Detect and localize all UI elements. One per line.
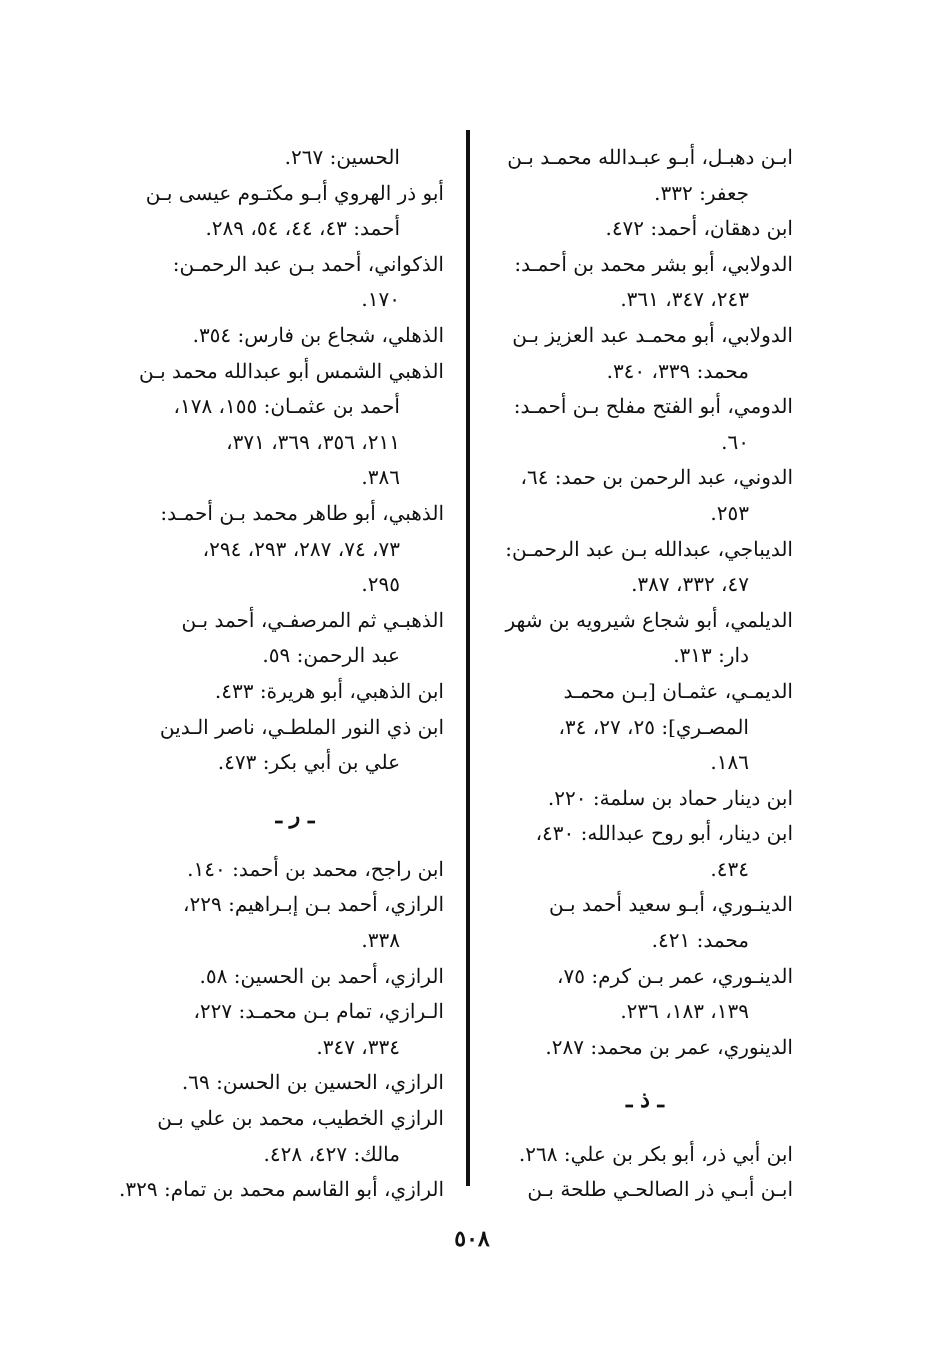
index-line: ١٣٩، ١٨٣، ٢٣٦. [620,999,749,1024]
index-line: جعفر: ٣٣٢. [654,180,749,205]
index-line: الديلمي، أبو شجاع شيرويه بن شهر [505,607,793,632]
index-line: ٢٥٣. [710,500,749,525]
index-line: المصـري]: ٢٥، ٢٧، ٣٤، [558,714,749,739]
index-line: مالك: ٤٢٧، ٤٢٨. [263,1141,400,1166]
index-line: ٣٨٦. [361,465,400,490]
index-line: دار: ٣١٣. [673,643,749,668]
index-line: علي بن أبي بكر: ٤٧٣. [217,750,400,775]
index-line: ٣٣٨. [361,928,400,953]
index-line: ٤٧، ٣٣٢، ٣٨٧. [631,572,749,597]
index-line: ابن دينار حماد بن سلمة: ٢٢٠. [547,785,793,810]
index-line: الرازي، أحمد بن الحسين: ٥٨. [199,963,444,988]
index-line: الدينوري، عمر بن محمد: ٢٨٧. [545,1034,793,1059]
index-line: الدوني، عبد الرحمن بن حمد: ٦٤، [520,465,793,490]
index-line: ابن أبي ذر، أبو بكر بن علي: ٢٦٨. [518,1141,793,1166]
index-line: الرازي، الحسين بن الحسن: ٦٩. [181,1070,444,1095]
index-line: ١٨٦. [710,750,749,775]
index-line: الرازي، أحمد بـن إبـراهيم: ٢٢٩، [183,892,444,917]
index-line: الذهبي، أبو طاهر محمد بـن أحمـد: [160,500,444,525]
index-line: أبو ذر الهروي أبـو مكتـوم عيسى بـن [145,180,444,205]
index-line: الرازي الخطيب، محمد بن علي بـن [157,1106,444,1131]
index-line: الدولابي، أبو بشر محمد بن أحمـد: [514,251,793,276]
index-line: عبد الرحمن: ٥٩. [262,643,400,668]
index-line: ابـن أبـي ذر الصالحـي طلحة بـن [527,1177,793,1202]
index-line: الدينـوري، عمر بـن كرم: ٧٥، [557,963,793,988]
section-heading-dhal: ـ ذ ـ [625,1087,664,1114]
index-line: ٤٣٤. [710,856,749,881]
index-line: الذهبـي ثم المرصفـي، أحمد بـن [181,607,444,632]
index-line: الدينـوري، أبـو سعيد أحمد بـن [548,892,793,917]
index-line: الذهلي، شجاع بن فارس: ٣٥٤. [192,322,444,347]
index-line: ٧٣، ٧٤، ٢٨٧، ٢٩٣، ٢٩٤، [202,536,400,561]
index-line: الدولابي، أبو محمـد عبد العزيز بـن [512,322,793,347]
index-line: الحسين: ٢٦٧. [284,145,400,169]
index-line: ابن راجح، محمد بن أحمد: ١٤٠. [187,856,444,881]
index-line: ٢٤٣، ٣٤٧، ٣٦١. [620,287,749,312]
page-number: ٥٠٨ [454,1226,490,1252]
index-line: الـرازي، تمام بـن محمـد: ٢٢٧، [193,999,444,1024]
index-line: ابن الذهبي، أبو هريرة: ٤٣٣. [214,678,444,703]
index-line: ابن دينار، أبو روح عبدالله: ٤٣٠، [535,821,793,846]
section-heading-ra: ـ ر ـ [275,802,315,829]
index-line: ٢٩٥. [361,572,400,597]
index-line: ١٧٠. [361,287,400,312]
index-line: محمد: ٤٢١. [651,928,749,953]
index-line: الدومي، أبو الفتح مفلح بـن أحمـد: [513,394,793,419]
index-line: ٢١١، ٣٥٦، ٣٦٩، ٣٧١، [226,429,400,454]
index-line: الذكواني، أحمد بـن عبد الرحمـن: [172,251,444,276]
index-line: محمد: ٣٣٩، ٣٤٠. [606,358,749,383]
index-line: ٣٣٤، ٣٤٧. [316,1034,400,1059]
index-line: ابن ذي النور الملطـي، ناصر الـدين [159,714,444,739]
left-entries-after [119,852,444,1208]
left-column [119,140,444,1208]
index-line: الذهبي الشمس أبو عبدالله محمد بـن [139,358,444,383]
index-line: ابن دهقان، أحمد: ٤٧٢. [605,216,793,241]
column-divider [466,130,470,1186]
index-line: ٦٠. [721,429,749,454]
right-entries [497,140,793,1065]
left-entries [139,140,444,781]
index-line: ابـن دهبـل، أبـو عبـدالله محمـد بـن [507,145,793,169]
index-line: أحمد بن عثمـان: ١٥٥، ١٧٨، [173,394,400,419]
index-line: الرازي، أبو القاسم محمد بن تمام: ٣٢٩. [119,1177,444,1202]
index-line: الديباجي، عبدالله بـن عبد الرحمـن: [505,536,793,561]
index-line: الديمـي، عثمـان [بـن محمـد [563,678,793,703]
index-line: أحمد: ٤٣، ٤٤، ٥٤، ٢٨٩. [205,216,400,241]
right-entries-after [497,1137,793,1208]
right-column [497,140,793,1208]
